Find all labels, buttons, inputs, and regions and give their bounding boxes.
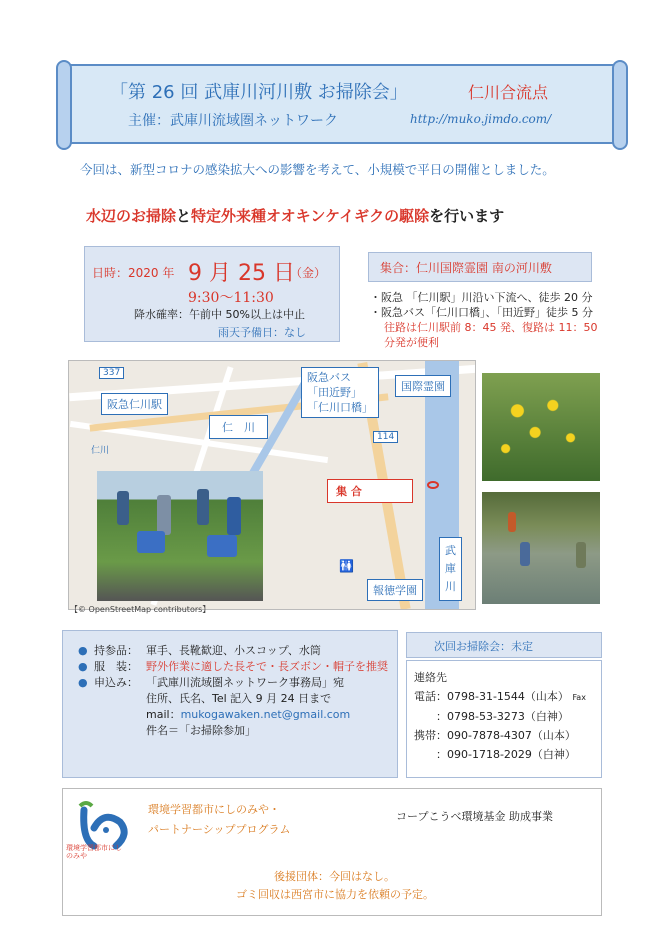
map-label-bus xyxy=(301,367,379,418)
garbage-note: ゴミ回収は西宮市に協力を依頼の予定。 xyxy=(236,888,434,901)
map-route-337: 337 xyxy=(99,367,124,379)
contact-info xyxy=(414,668,586,764)
scroll-right-edge xyxy=(612,60,628,150)
contact-mobile-1: 携帯：090-7878-4307（山本） xyxy=(414,729,576,742)
organizer-url[interactable]: http://muko.jimdo.com/ xyxy=(410,112,552,126)
access-line-1: ・阪急 「仁川駅」川沿い下流へ、徒歩 20 分 xyxy=(370,291,593,304)
contact-tel-2: ：0798-53-3273（白神） xyxy=(436,710,569,723)
intro-text: 今回は、新型コロナの感染拡大への影響を考えて、小規模で平日の開催としました。 xyxy=(80,162,555,177)
info-dress: ● 服 装： 野外作業に適した長そで・長ズボン・帽子を推奨 xyxy=(78,660,388,673)
contact-title: 連絡先 xyxy=(414,671,447,684)
access-note-1: 往路は仁川駅前 8：45 発、復路は 11：50 xyxy=(384,321,598,334)
date-day: 9 月 25 日 xyxy=(188,261,295,286)
date-time: 9:30～11:30 xyxy=(188,290,274,306)
map-label-school: 報徳学園 xyxy=(367,579,423,601)
next-event: 次回お掃除会：未定 xyxy=(434,640,533,653)
area-map xyxy=(68,360,476,610)
headline-tail: を行います xyxy=(429,207,505,225)
river-char-2: 庫 xyxy=(445,562,456,575)
email-link[interactable]: mukogawaken.net@gmail.com xyxy=(180,708,351,721)
map-label-cemetery: 国際霊園 xyxy=(395,375,451,397)
info-apply-mail: mail：mukogawaken.net@gmail.com xyxy=(146,708,351,721)
access-info xyxy=(370,290,597,350)
contact-mobile-2: ：090-1718-2029（白神） xyxy=(436,748,576,761)
event-location: 仁川合流点 xyxy=(468,83,549,102)
headline-part1: 水辺のお掃除 xyxy=(86,207,177,225)
info-apply: ● 申込み： 「武庫川流域圏ネットワーク事務局」宛 xyxy=(78,676,344,689)
map-route-114: 114 xyxy=(373,431,398,443)
title-banner xyxy=(62,64,622,144)
program-line-1: 環境学習都市にしのみや・ xyxy=(148,803,280,816)
bus-stop-2: 「仁川口橋」 xyxy=(307,401,373,414)
rain-spare-day: 雨天予備日：なし xyxy=(218,326,306,339)
map-station-short: 仁川 xyxy=(91,446,110,456)
map-attribution: 【© OpenStreetMap contributors】 xyxy=(70,605,211,614)
partnership-program xyxy=(148,800,290,840)
date-label: 日時：2020 年 xyxy=(92,266,175,280)
river-photo xyxy=(482,492,600,604)
river-char-1: 武 xyxy=(445,544,456,557)
meeting-point-marker xyxy=(427,481,439,489)
bullet-icon: ● xyxy=(78,660,88,673)
headline-part2: 特定外来種オオキンケイギクの駆除 xyxy=(191,207,430,225)
access-line-2: ・阪急バス「仁川口橋」、「田近野」徒歩 5 分 xyxy=(370,306,593,319)
rain-policy: 降水確率：午前中 50%以上は中止 xyxy=(134,308,305,321)
organizer: 主催：武庫川流域圏ネットワーク xyxy=(128,113,338,129)
headline-joiner: と xyxy=(176,207,192,225)
info-items: ● 持参品： 軍手、長靴歓迎、小スコップ、水筒 xyxy=(78,644,321,657)
bullet-icon: ● xyxy=(78,644,88,657)
contact-tel-1: 電話：0798-31-1544（山本） Fax xyxy=(414,690,586,703)
logo-caption: 環境学習都市にしのみや xyxy=(66,844,122,860)
access-note-2: 分発が便利 xyxy=(384,336,439,349)
toilet-icon: 🚻 xyxy=(339,559,354,573)
map-label-river xyxy=(439,537,462,601)
info-list xyxy=(78,643,388,739)
bullet-icon: ● xyxy=(78,676,88,689)
map-label-station: 阪急仁川駅 xyxy=(101,393,168,415)
info-apply-line2: 住所、氏名、Tel 記入 9 月 24 日まで xyxy=(146,692,332,705)
meeting-place: 集合：仁川国際霊園 南の河川敷 xyxy=(380,261,552,275)
program-line-2: パートナーシッププログラム xyxy=(148,823,291,836)
river-char-3: 川 xyxy=(445,580,456,593)
event-title: 「第 26 回 武庫川河川敷 お掃除会」 xyxy=(110,82,408,103)
flower-photo xyxy=(482,373,600,481)
bus-title: 阪急バス xyxy=(307,371,351,384)
sponsor-note: 後援団体：今回はなし。 xyxy=(274,870,395,883)
cleanup-photo xyxy=(97,471,263,601)
date-weekday: （金） xyxy=(290,266,327,280)
map-label-area: 仁 川 xyxy=(209,415,268,439)
scroll-left-edge xyxy=(56,60,72,150)
info-apply-subject: 件名＝「お掃除参加」 xyxy=(146,724,256,737)
bus-stop-1: 「田近野」 xyxy=(307,386,362,399)
map-label-meeting: 集 合 xyxy=(327,479,413,503)
headline xyxy=(86,205,504,226)
coop-grant: コープこうべ環境基金 助成事業 xyxy=(396,810,553,823)
